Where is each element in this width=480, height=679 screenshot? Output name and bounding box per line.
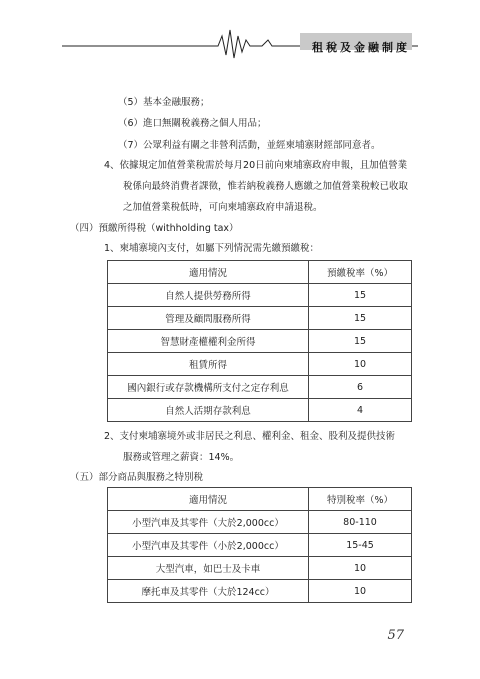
table-row [108,399,412,422]
table-row [108,284,412,307]
section-4-item-2-line1: 2、支付柬埔寨境外或非居民之利息、權利金、租金、股利及提供技術 [104,431,396,442]
special-tax-table [107,487,412,603]
page-header [0,0,480,70]
table-row [108,580,412,603]
chapter-title: 租稅及金融制度 [312,41,410,54]
list-item-7: （7）公眾利益有關之非營利活動，並經柬埔寨財經部同意者。 [118,140,381,151]
table-row [108,557,412,580]
table-cell: 小型汽車及其零件（大於2,000cc） [108,511,309,534]
table-cell: 10 [309,580,412,603]
table-header-cell: 預繳稅率（%） [309,261,412,284]
table-row [108,330,412,353]
list-item-6: （6）進口無關稅義務之個人用品； [118,118,267,129]
table-row [108,376,412,399]
table-header-row [108,261,412,284]
table-cell: 摩托車及其零件（大於124cc） [108,580,309,603]
table-cell: 15 [309,330,412,353]
table-row [108,511,412,534]
table-cell: 15 [309,284,412,307]
table-cell: 管理及顧問服務所得 [108,307,309,330]
table-row [108,534,412,557]
list-item-5: （5）基本金融服務； [118,97,210,108]
section-5-heading: （五）部分商品與服務之特別稅 [70,472,204,483]
table-cell: 自然人提供勞務所得 [108,284,309,307]
table-header-cell: 適用情況 [108,261,309,284]
table-cell: 80-110 [309,511,412,534]
page-number: 57 [387,628,404,643]
table-cell: 自然人活期存款利息 [108,399,309,422]
table-row [108,353,412,376]
section-4-item-1: 1、柬埔寨境內支付，如屬下列情況需先繳預繳稅： [104,243,320,254]
item-4-line3: 之加值營業稅低時，可向柬埔寨政府申請退稅。 [123,202,323,213]
withholding-tax-table [107,260,412,422]
table-cell: 10 [309,353,412,376]
table-cell: 租賃所得 [108,353,309,376]
table-cell: 6 [309,376,412,399]
table-header-row [108,488,412,511]
table-cell: 4 [309,399,412,422]
table-cell: 15-45 [309,534,412,557]
table-header-cell: 特別稅率（%） [309,488,412,511]
table-cell: 國內銀行或存款機構所支付之定存利息 [108,376,309,399]
section-4-item-2-line2: 服務或管理之薪資：14%。 [123,452,240,463]
table-cell: 大型汽車，如巴士及卡車 [108,557,309,580]
table-row [108,307,412,330]
item-4-line2: 稅係向最終消費者課徵，惟若納稅義務人應繳之加值營業稅較已收取 [123,181,409,192]
table-cell: 智慧財產權權利金所得 [108,330,309,353]
item-4-line1: 4、依據規定加值營業稅需於每月20日前向柬埔寨政府申報，且加值營業 [104,160,408,171]
table-header-cell: 適用情況 [108,488,309,511]
table-cell: 15 [309,307,412,330]
heartbeat-line-icon [0,0,480,70]
table-cell: 10 [309,557,412,580]
table-cell: 小型汽車及其零件（小於2,000cc） [108,534,309,557]
section-4-heading: （四）預繳所得稅（withholding tax） [70,223,239,234]
